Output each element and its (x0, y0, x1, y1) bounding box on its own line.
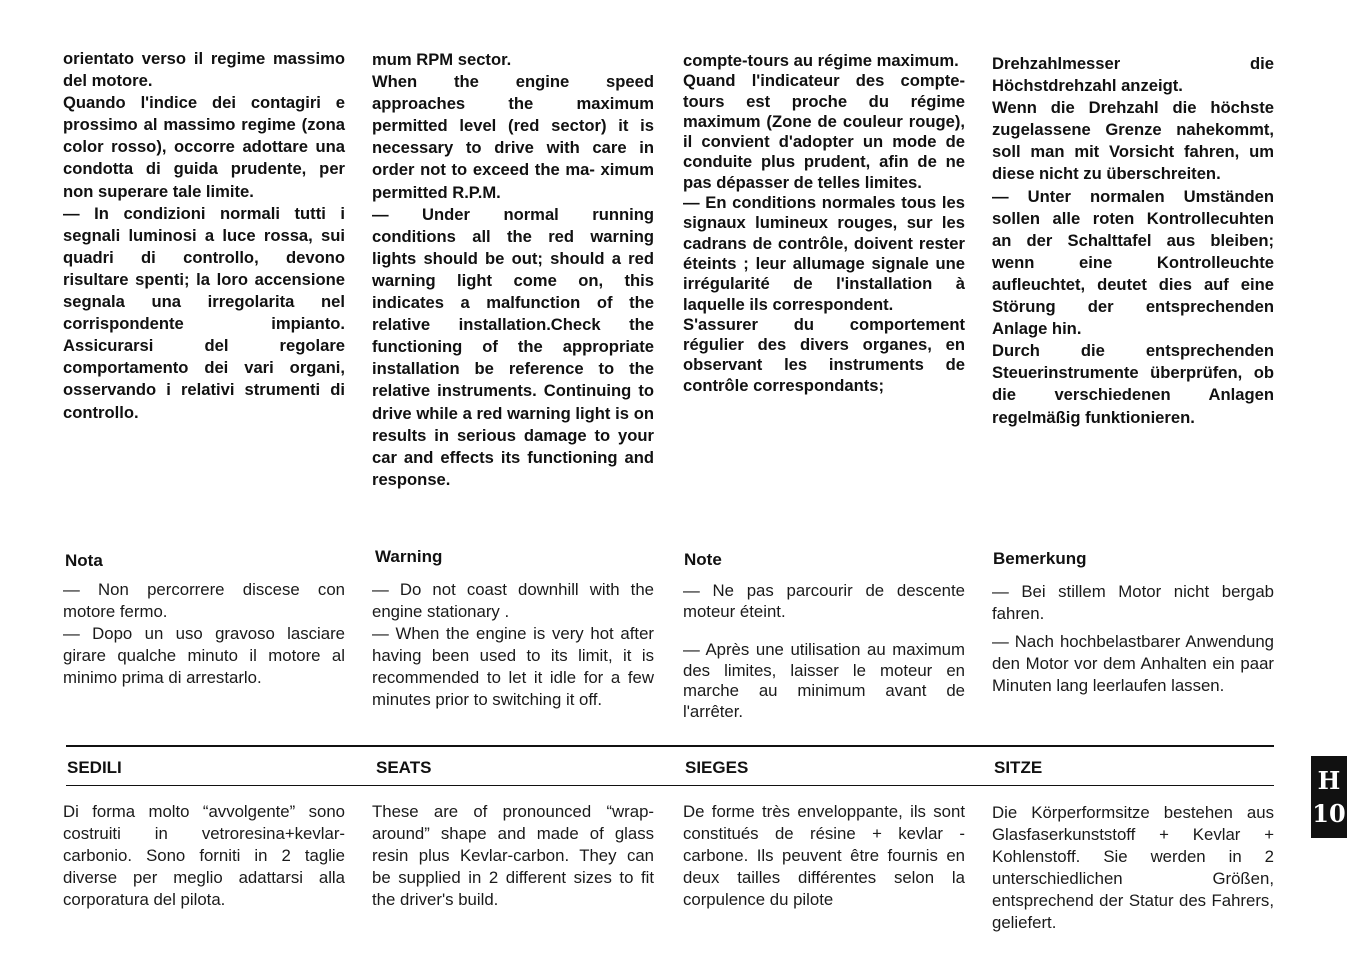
note-heading-german: Bemerkung (993, 549, 1087, 568)
seats-text-english: These are of pronounced “wrap-around” shape and made of glass resin plus Kevlar-carbon. They can be supplied in 2 different sizes to fit the driver's build. (372, 802, 654, 909)
section-letter: H (1317, 766, 1341, 795)
paragraph: Quand l'indicateur des compte-tours est proche du régime maximum (Zone de couleur rouge), il convient d'adopter un mode de conduite plus prudent, afin de ne pas dépasser de telles limites. (683, 71, 965, 192)
paragraph: — Nach hochbelastbarer Anwendung den Motor vor dem Anhalten ein paar Minuten lang leerlaufen lassen. (992, 632, 1274, 695)
seats-heading-german: SITZE (994, 758, 1043, 777)
intro-text-english (372, 49, 654, 491)
note-heading-italian: Nota (65, 551, 103, 570)
paragraph: S'assurer du comportement régulier des divers organes, en observant les instruments de contrôle correspondants; (683, 314, 965, 395)
paragraph-gap (683, 622, 965, 640)
seats-heading-english: SEATS (376, 758, 432, 777)
note-text-german (992, 581, 1274, 697)
paragraph: When the engine speed approaches the maximum permitted level (red sector) it is necessary to drive with care in order not to exceed the ma- ximum permitted R.P.M. (372, 72, 654, 202)
note-text-french (683, 581, 965, 722)
intro-text-italian (63, 48, 345, 424)
seats-heading-italian: SEDILI (67, 758, 122, 777)
paragraph: — Unter normalen Umständen sollen alle roten Kontrollecuhten an der Schalttafel aus bleiben; wenn eine Kontrolleuchte aufleuchtet, deutet dies auf eine Störung der entsprechenden Anlage hin. (992, 186, 1274, 339)
paragraph: — Dopo un uso gravoso lasciare girare qualche minuto il motore al minimo prima di arrestarlo. (63, 624, 345, 687)
note-heading-english: Warning (375, 547, 443, 566)
section-rule-bottom (66, 785, 1274, 786)
paragraph: Durch die entsprechenden Steuerinstrumente überprüfen, ob die verschiedenen Anlagen regelmäßig funktionieren. (992, 341, 1274, 427)
section-rule-top (66, 745, 1274, 747)
seats-heading-french: SIEGES (685, 758, 749, 777)
paragraph: mum RPM sector. (372, 50, 512, 69)
paragraph: — Do not coast downhill with the engine stationary . (372, 580, 654, 621)
paragraph: Drehzahlmesser die Höchstdrehzahl anzeigt. (992, 54, 1274, 96)
paragraph: — Après une utilisation au maximum des limites, laisser le moteur en marche au minimum avant de l'arrêter. (683, 640, 965, 721)
paragraph: Wenn die Drehzahl die höchste zugelassene Grenze nahekommt, soll man mit Vorsicht fahren, um diese nicht zu überschreiten. (992, 98, 1274, 184)
page-section-tab (1311, 756, 1347, 838)
paragraph: — Under normal running conditions all the red warning lights should be out; should a red warning light come on, this indicates a malfunction of the relative installation.Check the functioning of the appropriate installation be reference to the relative instruments. Continuing to drive while a red warning light is on results in serious damage to your car and effects its functioning and response. (372, 204, 654, 489)
paragraph: — In condizioni normali tutti i segnali luminosi a luce rossa, sui quadri di controllo, devono risultare spenti; la loro accensione segnala una irregolarita nel corrispondente impianto. Assicurarsi del regolare comportamento dei vari organi, osservando i relativi strumenti di controllo. (63, 203, 345, 422)
paragraph: — Ne pas parcourir de descente moteur éteint. (683, 581, 965, 621)
paragraph: — Bei stillem Motor nicht bergab fahren. (992, 582, 1274, 623)
paragraph: — Non percorrere discese con motore fermo. (63, 580, 345, 621)
note-heading-french: Note (684, 550, 722, 569)
note-text-english (372, 579, 654, 711)
paragraph: — En conditions normales tous les signaux lumineux rouges, sur les cadrans de contrôle, doivent rester éteints ; leur allumage signale une irrégularité de l'installation à laquelle ils correspondent. (683, 193, 965, 314)
seats-text-italian: Di forma molto “avvolgente” sono costruiti in vetroresina+kevlar-carbonio. Sono forniti in 2 taglie diverse per meglio adattarsi alla corporatura del pilota. (63, 802, 345, 909)
seats-text-german: Die Körperformsitze bestehen aus Glasfaserkunststoff + Kevlar + Kohlenstoff. Sie werden in 2 unterschiedlichen Größen, entsprechend der Statur des Fahrers, geliefert. (992, 803, 1274, 932)
intro-text-french (683, 51, 965, 396)
page-number: 10 (1312, 799, 1346, 828)
note-text-italian (63, 579, 345, 689)
intro-text-german (992, 53, 1274, 429)
paragraph: — When the engine is very hot after having been used to its limit, it is recommended to let it idle for a few minutes prior to switching it off. (372, 624, 654, 709)
seats-text-french: De forme très enveloppante, ils sont constitués de résine + kevlar - carbone. Ils peuvent être fournis en deux tailles différentes selon la corpulence du pilote (683, 802, 965, 909)
paragraph: Quando l'indice dei contagiri e prossimo al massimo regime (zona color rosso), occorre adottare una condotta di guida prudente, per non superare tale limite. (63, 93, 345, 201)
paragraph: compte-tours au régime maximum. (683, 51, 959, 70)
paragraph: orientato verso il regime massimo del motore. (63, 49, 345, 91)
